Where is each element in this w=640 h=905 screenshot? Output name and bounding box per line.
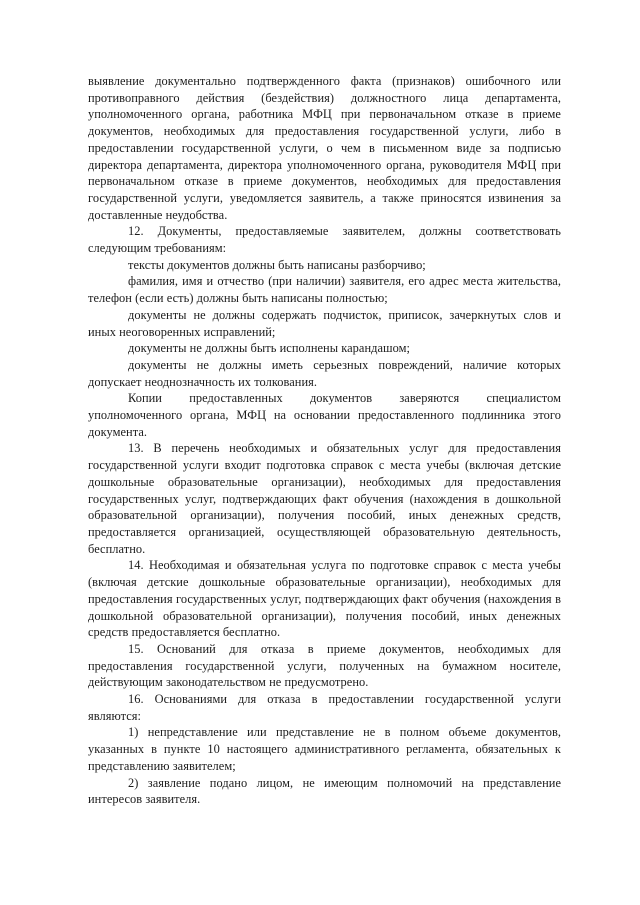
paragraph-13-necessary-services: 13. В перечень необходимых и обязательных услуг для предоставления государственной услуги входит подготовка справок с места учебы (включая детские дошкольные образовательные организации), необходимых для предоставления государственных услуг, подтверждающих факт обучения (нахождения в дошкольной образовательной организации), получения пособий, иных денежных средств, предоставляется организацией, осуществляющей образовательную деятельность, бесплатно.: [88, 441, 561, 556]
requirement-no-damage: документы не должны иметь серьезных повреждений, наличие которых допускает неоднозначность их толкования.: [88, 357, 561, 389]
paragraph-12-requirements: 12. Документы, предоставляемые заявителем, должны соответствовать следующим требованиям:: [88, 224, 561, 256]
requirement-full-name: фамилия, имя и отчество (при наличии) заявителя, его адрес места жительства, телефон (если есть) должны быть написаны полностью;: [88, 274, 561, 306]
requirement-no-pencil: документы не должны быть исполнены карандашом;: [128, 341, 411, 356]
paragraph-copies-certified: Копии предоставленных документов заверяются специалистом уполномоченного органа, МФЦ на основании предоставленного подлинника этого документа.: [88, 391, 561, 439]
requirement-no-corrections: документы не должны содержать подчисток, приписок, зачеркнутых слов и иных неоговоренных исправлений;: [88, 307, 561, 339]
paragraph-15-no-refusal-grounds: 15. Оснований для отказа в приеме документов, необходимых для предоставления государственной услуги, полученных на бумажном носителе, действующим законодательством не предусмотрено.: [88, 641, 561, 690]
paragraph-16-refusal-grounds: 16. Основаниями для отказа в предоставлении государственной услуги являются:: [88, 692, 561, 723]
refusal-ground-2: 2) заявление подано лицом, не имеющим полномочий на представление интересов заявителя.: [88, 775, 561, 807]
document-body: [88, 73, 561, 808]
paragraph-14-free-service: 14. Необходимая и обязательная услуга по подготовке справок с места учебы (включая детские дошкольные образовательные организации), необходимых для предоставления государственных услуг, подтверждающих факт обучения (нахождения в дошкольной образовательной организации), получения пособий, иных денежных средств предоставляется бесплатно.: [88, 558, 561, 640]
paragraph-violation-found: выявление документально подтвержденного факта (признаков) ошибочного или противоправного действия (бездействия) должностного лица департамента, уполномоченного органа, работника МФЦ при первоначальном отказе в приеме документов, необходимых для предоставления государственной услуги, либо в предоставлении государственной услуги, о чем в письменном виде за подписью директора департамента, директора уполномоченного органа, руководителя МФЦ при первоначальном отказе в приеме документов, необходимых для предоставления государственной услуги, уведомляется заявитель, а также приносятся извинения за доставленные неудобства.: [88, 74, 561, 222]
requirement-legible: тексты документов должны быть написаны разборчиво;: [128, 257, 426, 272]
refusal-ground-1: 1) непредставление или представление не в полном объеме документов, указанных в пункте 10 настоящего административного регламента, обязательных к представлению заявителем;: [88, 725, 561, 773]
